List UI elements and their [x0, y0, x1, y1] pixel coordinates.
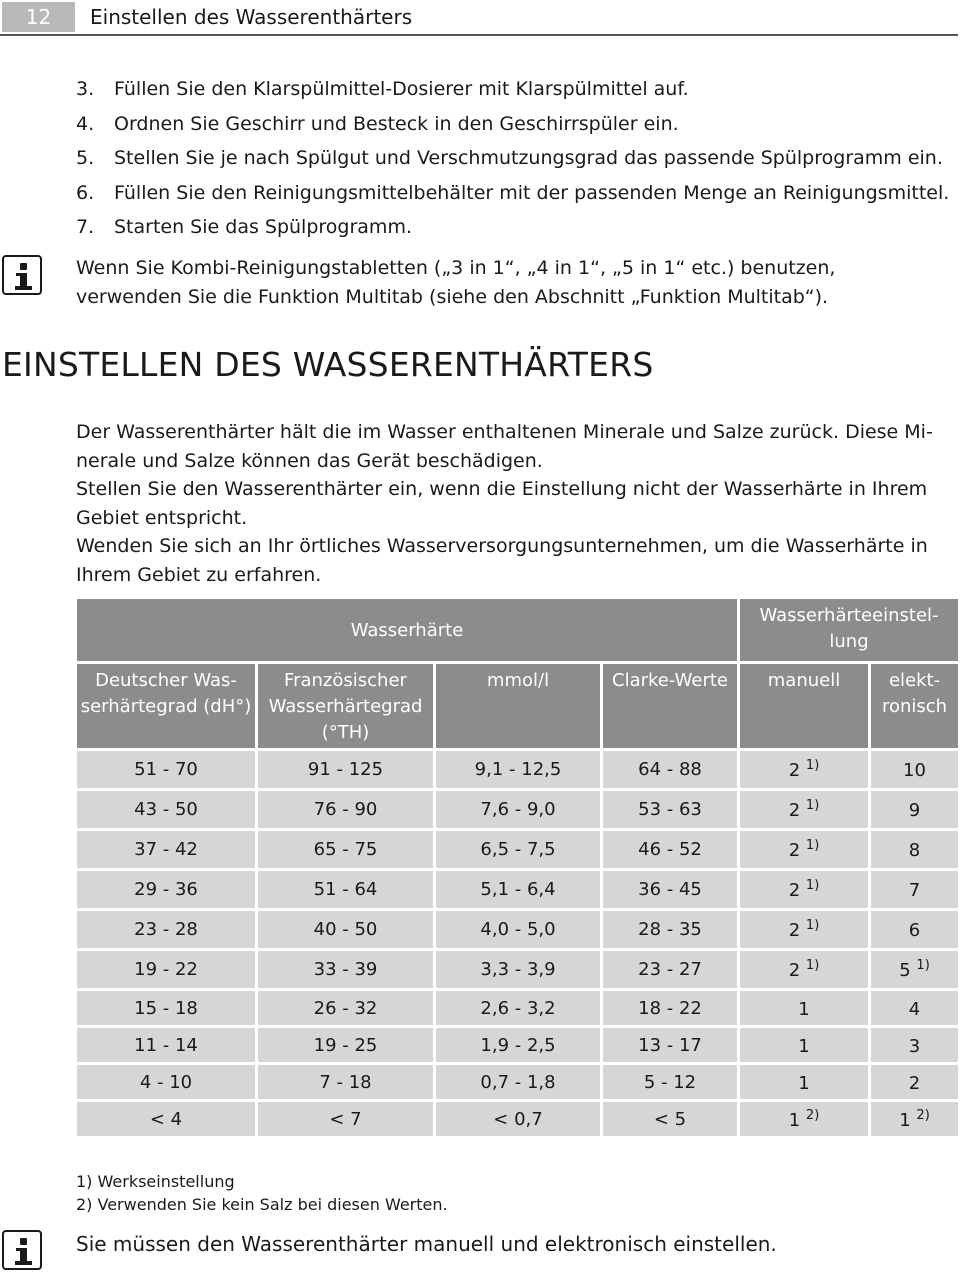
table-cell: 0,7 - 1,8: [436, 1065, 600, 1099]
table-row: [77, 831, 958, 868]
step-item: [76, 210, 949, 245]
table-cell: 4,0 - 5,0: [436, 911, 600, 948]
footnote-ref: 1): [805, 758, 820, 773]
step-number: 3.: [76, 78, 95, 100]
table-cell-electronic: [871, 831, 958, 868]
table-cell-electronic: [871, 911, 958, 948]
cell-value: 1: [798, 1072, 810, 1094]
table-cell: 18 - 22: [603, 991, 737, 1025]
table-cell-manual: [740, 831, 868, 868]
intro-text: [76, 418, 946, 589]
steps-list: [76, 72, 949, 245]
cell-value: 2: [788, 840, 801, 861]
table-cell-manual: [740, 1102, 868, 1136]
table-cell: 64 - 88: [603, 751, 737, 788]
cell-value: 9: [908, 800, 921, 821]
page-number: 12: [2, 2, 75, 32]
paragraph: Stellen Sie den Wasserenthärter ein, wenn die Einstellung nicht der Wasserhärte in Ihrem Gebiet entspricht.: [76, 478, 928, 529]
table-cell: 36 - 45: [603, 871, 737, 908]
step-item: [76, 107, 949, 142]
step-text: Starten Sie das Spülprogramm.: [114, 216, 412, 238]
table-cell: 43 - 50: [77, 791, 255, 828]
table-cell: 7,6 - 9,0: [436, 791, 600, 828]
table-cell: 76 - 90: [258, 791, 433, 828]
table-cell: 13 - 17: [603, 1028, 737, 1062]
footnotes: [76, 1170, 448, 1216]
cell-value: 1: [899, 1109, 911, 1131]
table-cell-manual: [740, 791, 868, 828]
table-cell: 19 - 25: [258, 1028, 433, 1062]
page-header: [0, 0, 960, 36]
table-cell: 91 - 125: [258, 751, 433, 788]
column-header: elekt-ronisch: [871, 664, 958, 748]
footnote: 2) Verwenden Sie kein Salz bei diesen Werten.: [76, 1195, 448, 1214]
table-cell-manual: [740, 911, 868, 948]
table-cell: 5 - 12: [603, 1065, 737, 1099]
column-header: Französischer Wasserhärtegrad (°TH): [258, 664, 433, 748]
table-row: [77, 991, 958, 1025]
table-cell: 23 - 27: [603, 951, 737, 988]
table-cell-manual: [740, 871, 868, 908]
table-cell: < 0,7: [436, 1102, 600, 1136]
table-cell: 53 - 63: [603, 791, 737, 828]
step-number: 7.: [76, 216, 95, 238]
table-cell-electronic: [871, 1102, 958, 1136]
footnote-ref: 1): [805, 878, 820, 893]
footnote-ref: 2): [805, 1107, 820, 1123]
table-cell: 51 - 64: [258, 871, 433, 908]
cell-value: 2: [788, 880, 801, 901]
table-row: [77, 751, 958, 788]
cell-value: 10: [903, 760, 926, 781]
table-cell: 46 - 52: [603, 831, 737, 868]
table-cell: 28 - 35: [603, 911, 737, 948]
table-cell: 9,1 - 12,5: [436, 751, 600, 788]
group-header-hardness: Wasserhärte: [77, 599, 737, 661]
table-row: [77, 1102, 958, 1136]
table-cell: 15 - 18: [77, 991, 255, 1025]
table-cell-electronic: [871, 991, 958, 1025]
column-header: Clarke-Werte: [603, 664, 737, 748]
group-header-setting: Wasserhärteeinstel-lung: [740, 599, 958, 661]
footnote-ref: 1): [916, 958, 930, 973]
cell-value: 2: [788, 920, 801, 941]
table-cell: 4 - 10: [77, 1065, 255, 1099]
table-cell: 6,5 - 7,5: [436, 831, 600, 868]
table-cell: 26 - 32: [258, 991, 433, 1025]
table-cell: 23 - 28: [77, 911, 255, 948]
paragraph: Der Wasserenthärter hält die im Wasser enthaltenen Minerale und Salze zurück. Diese Mi-nerale und Salze können das Gerät beschädigen.: [76, 421, 933, 472]
header-divider: [0, 34, 958, 36]
table-cell: < 4: [77, 1102, 255, 1136]
table-cell: 40 - 50: [258, 911, 433, 948]
cell-value: 4: [908, 998, 921, 1020]
step-number: 4.: [76, 112, 95, 135]
table-row: [77, 791, 958, 828]
paragraph: Wenden Sie sich an Ihr örtliches Wasserversorgungsunternehmen, um die Wasserhärte in Ihrem Gebiet zu erfahren.: [76, 535, 928, 586]
table-cell-manual: [740, 751, 868, 788]
header-title: Einstellen des Wasserenthärters: [90, 5, 413, 29]
cell-value: 3: [908, 1035, 921, 1057]
step-number: 6.: [76, 181, 95, 204]
cell-value: 2: [788, 960, 801, 981]
table-cell-manual: [740, 951, 868, 988]
table-cell: 3,3 - 3,9: [436, 951, 600, 988]
cell-value: 2: [908, 1072, 921, 1094]
cell-value: 1: [798, 1035, 810, 1057]
step-number: 5.: [76, 147, 95, 169]
table-cell: 29 - 36: [77, 871, 255, 908]
info-icon: [2, 1230, 42, 1270]
step-item: [76, 72, 949, 107]
table-row: [77, 911, 958, 948]
table-cell-electronic: [871, 1065, 958, 1099]
table-cell-manual: [740, 991, 868, 1025]
table-cell: < 5: [603, 1102, 737, 1136]
cell-value: 7: [908, 880, 921, 901]
table-cell: 51 - 70: [77, 751, 255, 788]
table-cell-electronic: [871, 871, 958, 908]
table-cell: 5,1 - 6,4: [436, 871, 600, 908]
table-cell-electronic: [871, 791, 958, 828]
multitab-note: Wenn Sie Kombi-Reinigungstabletten („3 in 1“, „4 in 1“, „5 in 1“ etc.) benutzen, verwenden Sie die Funktion Multitab (siehe den Abschnitt „Funktion Multitab“).: [76, 257, 836, 308]
footnote: 1) Werkseinstellung: [76, 1172, 235, 1191]
info-icon: [2, 255, 42, 295]
column-header: Deutscher Was-serhärtegrad (dH°): [77, 664, 255, 748]
table-row: [77, 951, 958, 988]
table-cell-manual: [740, 1065, 868, 1099]
step-item: [76, 141, 949, 176]
table-cell: 37 - 42: [77, 831, 255, 868]
cell-value: 2: [788, 800, 801, 821]
table-cell-electronic: [871, 951, 958, 988]
table-row: [77, 871, 958, 908]
step-text: Füllen Sie den Reinigungsmittelbehälter mit der passenden Menge an Reinigungsmittel.: [114, 181, 950, 204]
column-header: mmol/l: [436, 664, 600, 748]
cell-value: 8: [908, 840, 921, 861]
table-cell: 1,9 - 2,5: [436, 1028, 600, 1062]
cell-value: 6: [908, 920, 921, 941]
manual-electronic-note: Sie müssen den Wasserenthärter manuell und elektronisch einstellen.: [76, 1232, 777, 1256]
table-cell-electronic: [871, 751, 958, 788]
table-cell: < 7: [258, 1102, 433, 1136]
table-cell: 19 - 22: [77, 951, 255, 988]
table-cell: 11 - 14: [77, 1028, 255, 1062]
footnote-ref: 1): [805, 798, 820, 813]
table-row: [77, 1028, 958, 1062]
footnote-ref: 1): [805, 838, 820, 853]
footnote-ref: 1): [805, 918, 820, 933]
step-item: [76, 176, 949, 211]
step-text: Füllen Sie den Klarspülmittel-Dosierer mit Klarspülmittel auf.: [114, 78, 689, 100]
water-hardness-table: [74, 596, 960, 1139]
table-cell: 2,6 - 3,2: [436, 991, 600, 1025]
footnote-ref: 1): [805, 958, 820, 973]
table-cell-manual: [740, 1028, 868, 1062]
table-cell: 65 - 75: [258, 831, 433, 868]
table-cell: 33 - 39: [258, 951, 433, 988]
table-row: [77, 1065, 958, 1099]
cell-value: 1: [798, 998, 810, 1020]
step-text: Stellen Sie je nach Spülgut und Verschmutzungsgrad das passende Spülprogramm ein.: [114, 147, 943, 169]
table-cell-electronic: [871, 1028, 958, 1062]
step-text: Ordnen Sie Geschirr und Besteck in den Geschirrspüler ein.: [114, 112, 679, 135]
footnote-ref: 2): [916, 1107, 930, 1123]
column-header: manuell: [740, 664, 868, 748]
cell-value: 5: [899, 960, 911, 981]
section-title: EINSTELLEN DES WASSERENTHÄRTERS: [2, 345, 654, 384]
cell-value: 1: [788, 1109, 801, 1131]
cell-value: 2: [788, 760, 801, 781]
table-cell: 7 - 18: [258, 1065, 433, 1099]
